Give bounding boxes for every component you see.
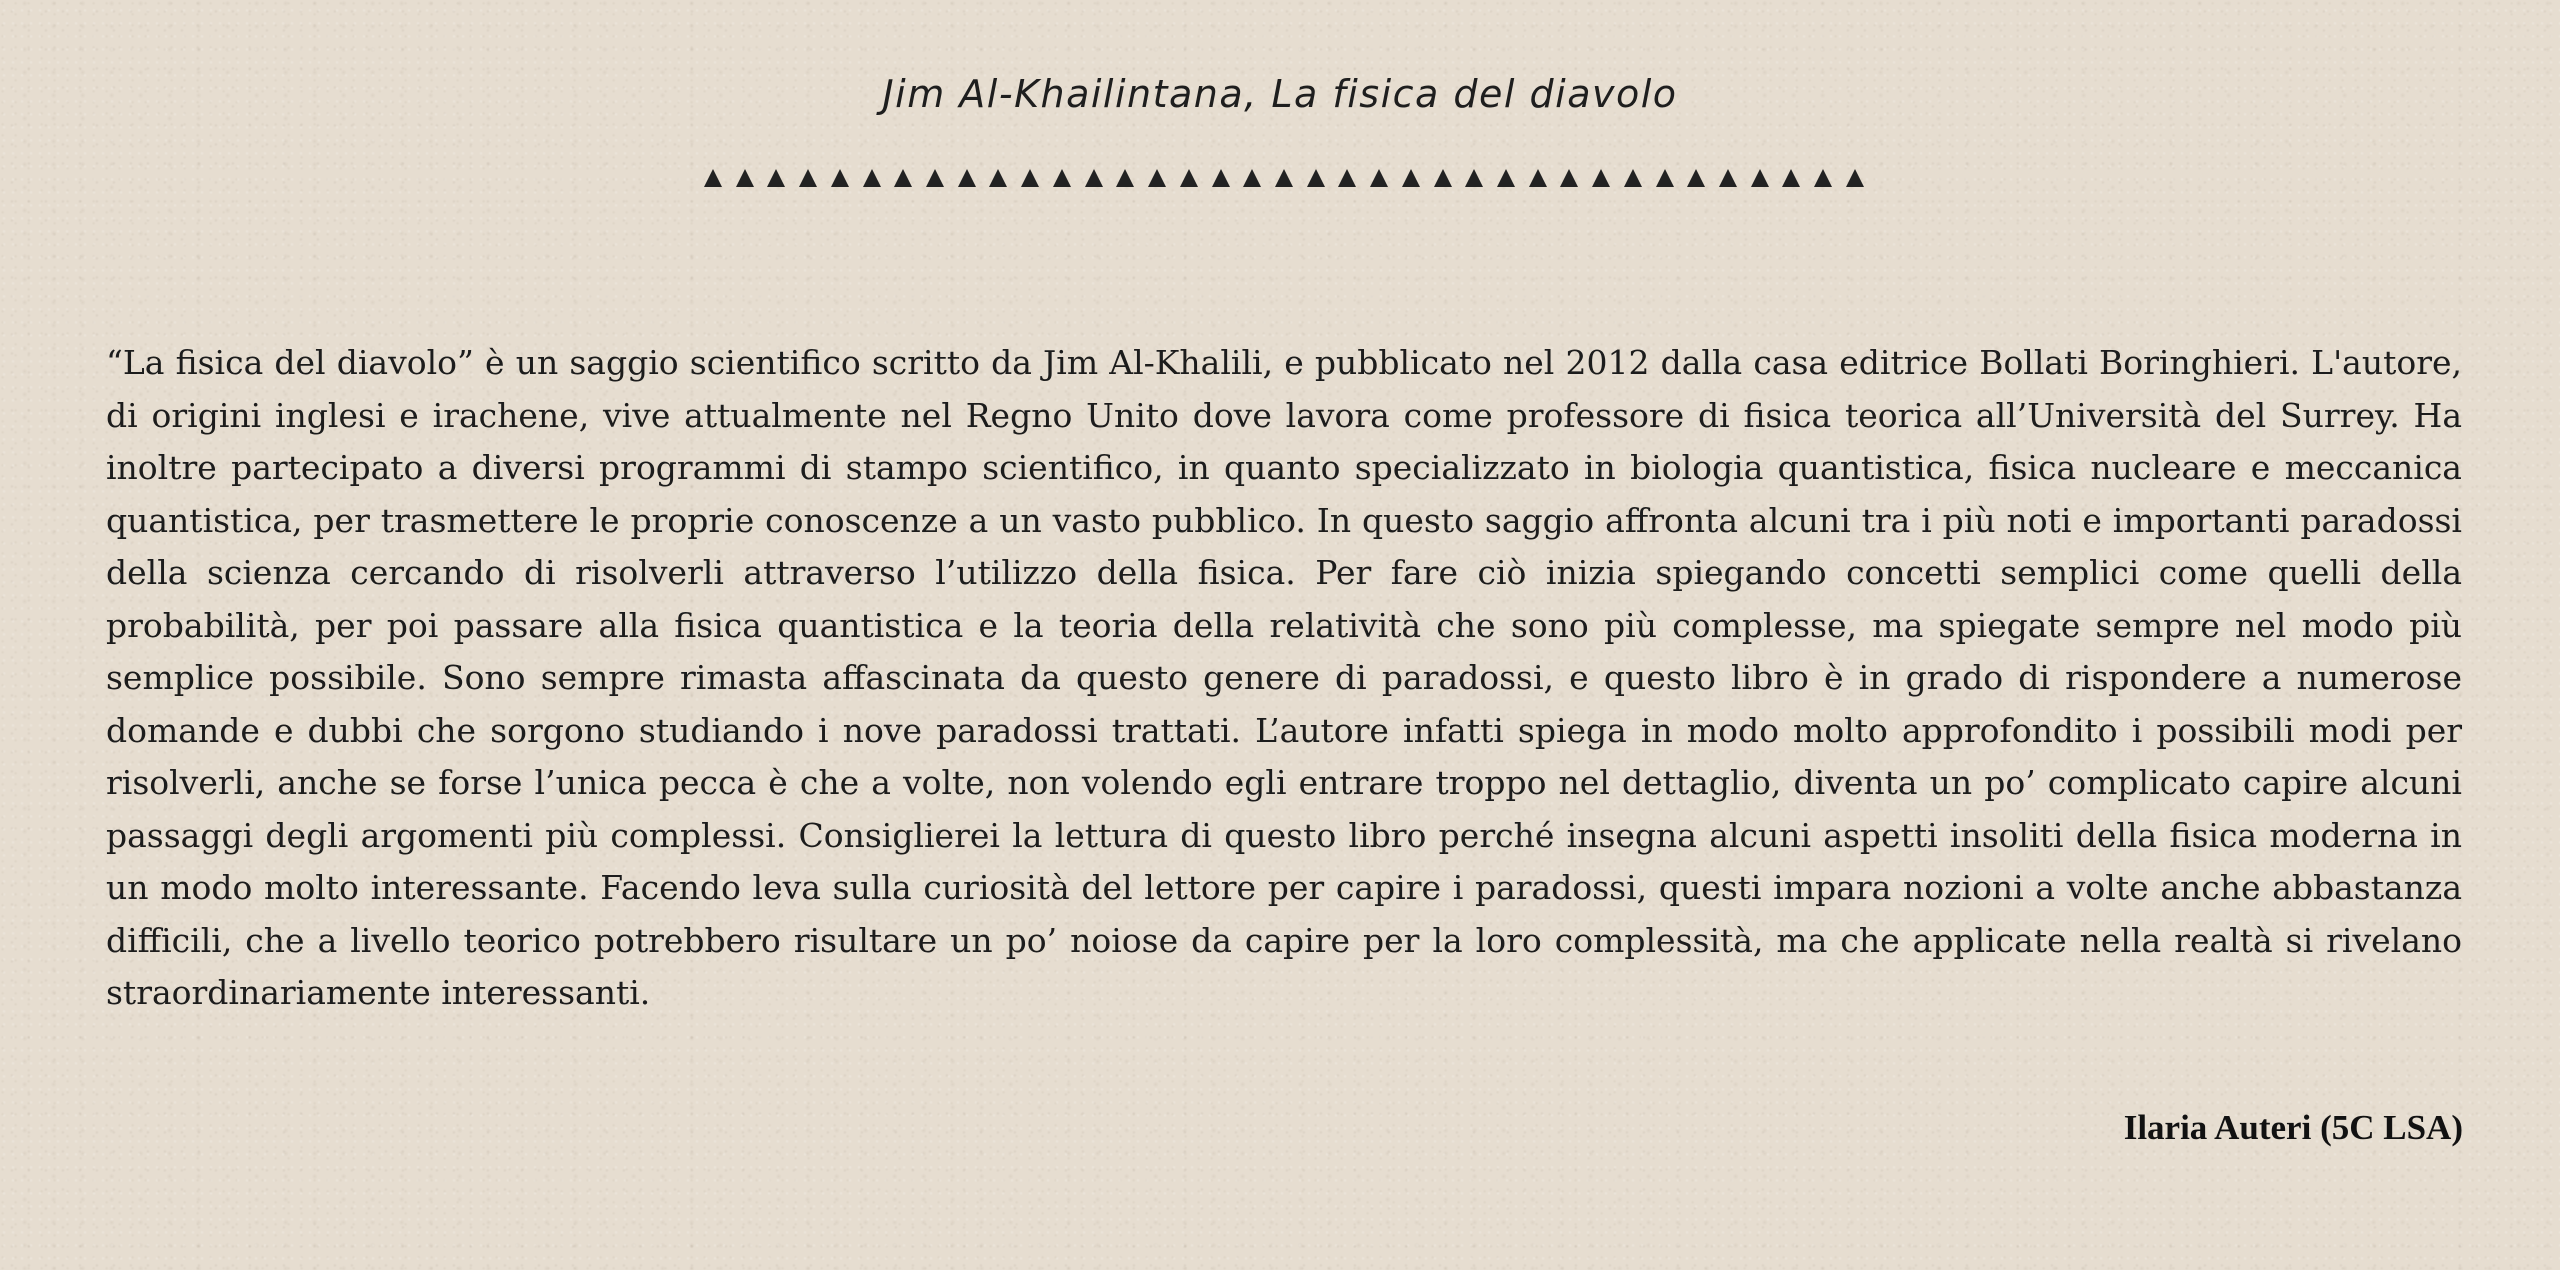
triangle-ornament-icon xyxy=(1592,169,1610,187)
triangle-ornament-icon xyxy=(1402,169,1420,187)
triangle-ornament-icon xyxy=(831,169,849,187)
triangle-ornament-icon xyxy=(1338,169,1356,187)
triangle-ornament-icon xyxy=(1370,169,1388,187)
triangle-ornament-icon xyxy=(1814,169,1832,187)
decorative-ornament-row xyxy=(704,159,1864,187)
triangle-ornament-icon xyxy=(767,169,785,187)
triangle-ornament-icon xyxy=(736,169,754,187)
triangle-ornament-icon xyxy=(1465,169,1483,187)
triangle-ornament-icon xyxy=(894,169,912,187)
triangle-ornament-icon xyxy=(1434,169,1452,187)
page-title: Jim Al-Khailintana, La fisica del diavolo xyxy=(882,72,1678,116)
triangle-ornament-icon xyxy=(1560,169,1578,187)
triangle-ornament-icon xyxy=(1116,169,1134,187)
triangle-ornament-icon xyxy=(1243,169,1261,187)
triangle-ornament-icon xyxy=(989,169,1007,187)
triangle-ornament-icon xyxy=(1148,169,1166,187)
triangle-ornament-icon xyxy=(863,169,881,187)
triangle-ornament-icon xyxy=(799,169,817,187)
triangle-ornament-icon xyxy=(1687,169,1705,187)
triangle-ornament-icon xyxy=(926,169,944,187)
triangle-ornament-icon xyxy=(1656,169,1674,187)
triangle-ornament-icon xyxy=(958,169,976,187)
triangle-ornament-icon xyxy=(1180,169,1198,187)
triangle-ornament-icon xyxy=(1085,169,1103,187)
triangle-ornament-icon xyxy=(1529,169,1547,187)
triangle-ornament-icon xyxy=(704,169,722,187)
triangle-ornament-icon xyxy=(1719,169,1737,187)
triangle-ornament-icon xyxy=(1497,169,1515,187)
triangle-ornament-icon xyxy=(1624,169,1642,187)
triangle-ornament-icon xyxy=(1307,169,1325,187)
triangle-ornament-icon xyxy=(1212,169,1230,187)
triangle-ornament-icon xyxy=(1021,169,1039,187)
triangle-ornament-icon xyxy=(1275,169,1293,187)
triangle-ornament-icon xyxy=(1846,169,1864,187)
triangle-ornament-icon xyxy=(1751,169,1769,187)
article-body: “La fisica del diavolo” è un saggio scientifico scritto da Jim Al-Khalili, e pubblicato nel 2012 dalla casa editrice Bollati Boringhieri. L'autore, di origini inglesi e irachene, vive attualmente nel Regno Unito dove lavora come professore di fisica teorica all’Università del Surrey. Ha inoltre partecipato a diversi programmi di stampo scientifico, in quanto specializzato in biologia quantistica, fisica nucleare e meccanica quantistica, per trasmettere le proprie conoscenze a un vasto pubblico. In questo saggio affronta alcuni tra i più noti e importanti paradossi della scienza cercando di risolverli attraverso l’utilizzo della fisica. Per fare ciò inizia spiegando concetti semplici come quelli della probabilità, per poi passare alla fisica quantistica e la teoria della relatività che sono più complesse, ma spiegate sempre nel modo più semplice possibile. Sono sempre rimasta affascinata da questo genere di paradossi, e questo libro è in grado di rispondere a numerose domande e dubbi che sorgono studiando i nove paradossi trattati. L’autore infatti spiega in modo molto approfondito i possibili modi per risolverli, anche se forse l’unica pecca è che a volte, non volendo egli entrare troppo nel dettaglio, diventa un po’ complicato capire alcuni passaggi degli argomenti più complessi. Consiglierei la lettura di questo libro perché insegna alcuni aspetti insoliti della fisica moderna in un modo molto interessante. Facendo leva sulla curiosità del lettore per capire i paradossi, questi impara nozioni a volte anche abbastanza difficili, che a livello teorico potrebbero risultare un po’ noiose da capire per la loro complessità, ma che applicate nella realtà si rivelano straordinariamente interessanti. xyxy=(106,343,2462,1012)
triangle-ornament-icon xyxy=(1782,169,1800,187)
triangle-ornament-icon xyxy=(1053,169,1071,187)
author-signature: Ilaria Auteri (5C LSA) xyxy=(2123,1108,2463,1147)
